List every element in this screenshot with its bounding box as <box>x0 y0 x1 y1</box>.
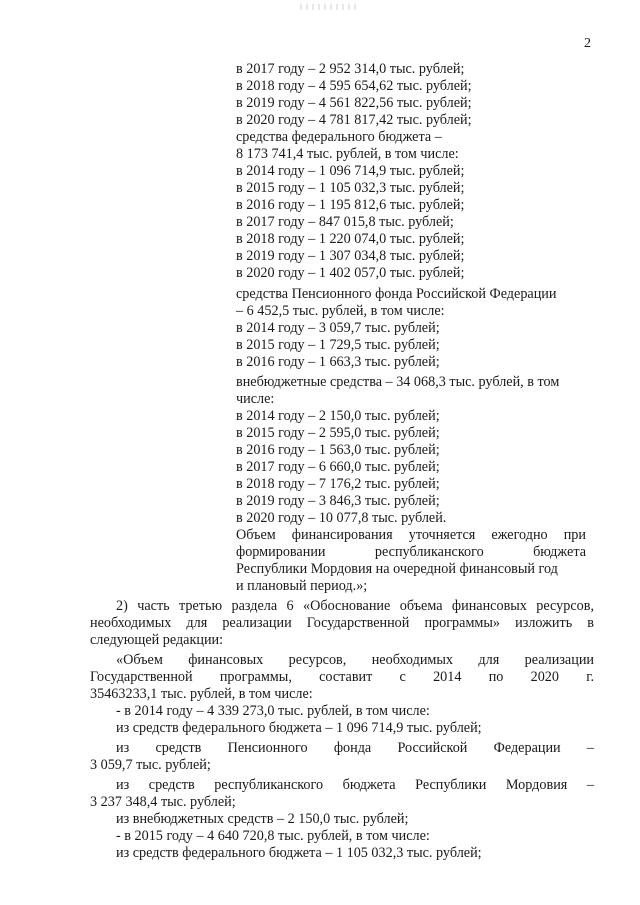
column-line: в 2014 году – 1 096 714,9 тыс. рублей; <box>236 163 465 179</box>
column-line: в 2018 году – 7 176,2 тыс. рублей; <box>236 476 440 492</box>
column-line: в 2016 году – 1 563,0 тыс. рублей; <box>236 442 440 458</box>
column-line: в 2018 году – 1 220 074,0 тыс. рублей; <box>236 231 465 247</box>
column-line: в 2014 году – 3 059,7 тыс. рублей; <box>236 320 440 336</box>
column-line: Республики Мордовия на очередной финансовый год <box>236 561 558 577</box>
body-line: из средств федерального бюджета – 1 105 032,3 тыс. рублей; <box>116 845 482 861</box>
column-line: в 2016 году – 1 663,3 тыс. рублей; <box>236 354 440 370</box>
page-number: 2 <box>584 36 591 51</box>
column-line: в 2019 году – 4 561 822,56 тыс. рублей; <box>236 95 472 111</box>
body-line: необходимых для реализации Государственной программы» изложить в <box>90 615 594 631</box>
column-line: в 2017 году – 6 660,0 тыс. рублей; <box>236 459 440 475</box>
column-line: в 2020 году – 4 781 817,42 тыс. рублей; <box>236 112 472 128</box>
column-line: в 2017 году – 847 015,8 тыс. рублей; <box>236 214 454 230</box>
column-line: – 6 452,5 тыс. рублей, в том числе: <box>236 303 445 319</box>
column-line: 8 173 741,4 тыс. рублей, в том числе: <box>236 146 459 162</box>
column-line: в 2019 году – 3 846,3 тыс. рублей; <box>236 493 440 509</box>
column-line: числе: <box>236 391 275 407</box>
column-line: в 2017 году – 2 952 314,0 тыс. рублей; <box>236 61 465 77</box>
column-line: средства федерального бюджета – <box>236 129 442 145</box>
body-line: из внебюджетных средств – 2 150,0 тыс. рублей; <box>116 811 409 827</box>
column-line: в 2020 году – 10 077,8 тыс. рублей. <box>236 510 447 526</box>
body-line: 2) часть третью раздела 6 «Обоснование объема финансовых ресурсов, <box>116 598 594 614</box>
body-line: «Объем финансовых ресурсов, необходимых для реализации <box>116 652 594 668</box>
body-line: из средств республиканского бюджета Республики Мордовия – <box>116 777 594 793</box>
column-line: средства Пенсионного фонда Российской Федерации <box>236 286 557 302</box>
column-line: в 2014 году – 2 150,0 тыс. рублей; <box>236 408 440 424</box>
body-line: следующей редакции: <box>90 632 224 648</box>
column-line: в 2016 году – 1 195 812,6 тыс. рублей; <box>236 197 465 213</box>
body-line: 3 059,7 тыс. рублей; <box>90 757 211 773</box>
body-line: Государственной программы, составит с 2014 по 2020 г. <box>90 669 594 685</box>
body-line: из средств Пенсионного фонда Российской Федерации – <box>116 740 594 756</box>
column-line: Объем финансирования уточняется ежегодно при <box>236 527 586 543</box>
scan-artifact <box>300 4 360 10</box>
column-line: в 2015 году – 1 105 032,3 тыс. рублей; <box>236 180 465 196</box>
body-line: - в 2014 году – 4 339 273,0 тыс. рублей, в том числе: <box>116 703 430 719</box>
column-line: формировании республиканского бюджета <box>236 544 586 560</box>
column-line: в 2020 году – 1 402 057,0 тыс. рублей; <box>236 265 465 281</box>
column-line: в 2019 году – 1 307 034,8 тыс. рублей; <box>236 248 465 264</box>
body-line: 3 237 348,4 тыс. рублей; <box>90 794 236 810</box>
column-line: в 2018 году – 4 595 654,62 тыс. рублей; <box>236 78 472 94</box>
body-line: из средств федерального бюджета – 1 096 714,9 тыс. рублей; <box>116 720 482 736</box>
body-line: 35463233,1 тыс. рублей, в том числе: <box>90 686 313 702</box>
column-line: и плановый период.»; <box>236 578 368 594</box>
column-line: внебюджетные средства – 34 068,3 тыс. рублей, в том <box>236 374 560 390</box>
column-line: в 2015 году – 1 729,5 тыс. рублей; <box>236 337 440 353</box>
column-line: в 2015 году – 2 595,0 тыс. рублей; <box>236 425 440 441</box>
body-line: - в 2015 году – 4 640 720,8 тыс. рублей, в том числе: <box>116 828 430 844</box>
